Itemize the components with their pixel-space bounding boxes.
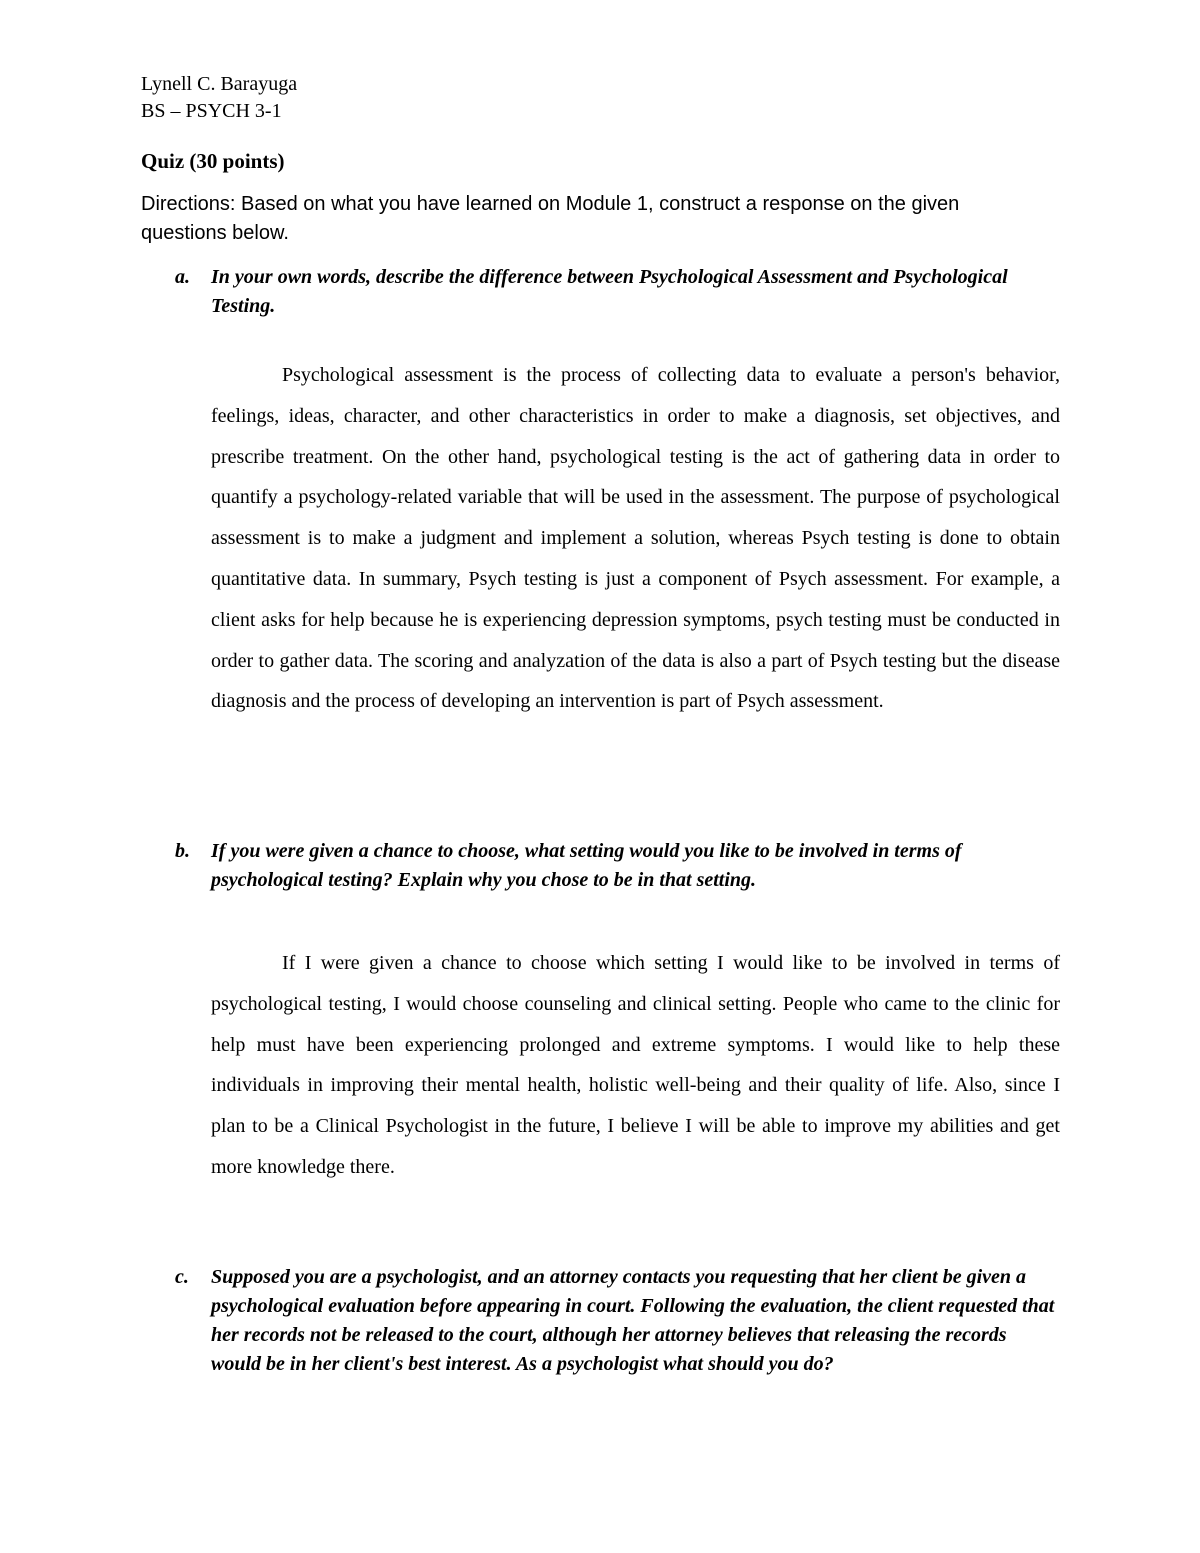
answer-b-text: If I were given a chance to choose which setting I would like to be involved in terms of psychological testing, I would choose counseling and clinical setting. People who came to the clinic for help must have been experiencing prolonged and extreme symptoms. I would like to help these individuals in improving their mental health, holistic well-being and their quality of life. Also, since I plan to be a Clinical Psychologist in the future, I believe I will be able to improve my abilities and get more knowledge there. <box>211 952 1060 1178</box>
quiz-title: Quiz (30 points) <box>141 149 285 173</box>
directions-text: Directions: Based on what you have learned on Module 1, construct a response on the given questions below. <box>141 193 960 244</box>
question-b-text: If you were given a chance to choose, what setting would you like to be involved in terms of psychological testing? Explain why you chose to be in that setting. <box>211 840 962 891</box>
question-c-text: Supposed you are a psychologist, and an attorney contacts you requesting that her client be given a psychological evaluation before appearing in court. Following the evaluation, the client requested that her records not be released to the court, although her attorney believes that releasing the records would be in her client's best interest. As a psychologist what should you do? <box>211 1266 1055 1375</box>
answer-a-text: Psychological assessment is the process of collecting data to evaluate a person's behavior, feelings, ideas, character, and other characteristics in order to make a diagnosis, set objectives, and prescribe treatment. On the other hand, psychological testing is the act of gathering data in order to quantify a psychology-related variable that will be used in the assessment. The purpose of psychological assessment is to make a judgment and implement a solution, whereas Psych testing is done to obtain quantitative data. In summary, Psych testing is just a component of Psych assessment. For example, a client asks for help because he is experiencing depression symptoms, psych testing must be conducted in order to gather data. The scoring and analyzation of the data is also a part of Psych testing but the disease diagnosis and the process of developing an intervention is part of Psych assessment. <box>211 364 1060 713</box>
student-name: Lynell C. Barayuga <box>141 73 298 95</box>
student-section: BS – PSYCH 3-1 <box>141 100 282 122</box>
question-a-letter: a. <box>175 266 190 288</box>
question-c-letter: c. <box>175 1266 189 1288</box>
question-a-text: In your own words, describe the difference between Psychological Assessment and Psychological Testing. <box>211 266 1008 317</box>
question-b-letter: b. <box>175 840 190 862</box>
